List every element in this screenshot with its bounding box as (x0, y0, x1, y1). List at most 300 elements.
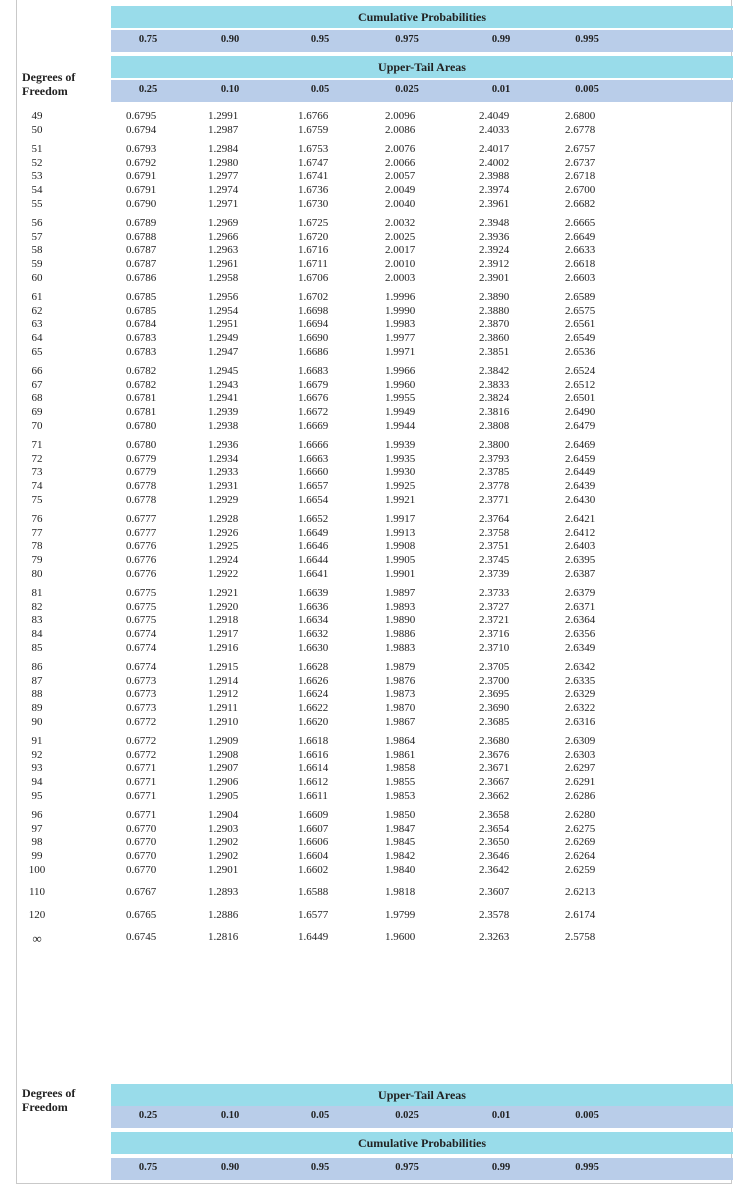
upper-tail-header-bottom-3: 0.025 (395, 1110, 419, 1121)
table-row (17, 601, 733, 615)
value-cell: 1.2902 (208, 850, 239, 862)
value-cell: 1.2931 (208, 480, 239, 492)
value-cell: 0.6772 (126, 748, 157, 761)
value-cell: 1.6449 (298, 931, 329, 944)
table-row (17, 568, 733, 582)
value-cell: 1.9908 (385, 540, 416, 553)
table-row (17, 554, 733, 568)
value-cell: 0.6790 (126, 197, 157, 210)
value-cell: 1.9971 (385, 345, 416, 358)
df-cell: 71 (31, 439, 43, 452)
value-cell: 2.6439 (565, 480, 596, 492)
value-cell: 0.6793 (126, 143, 157, 156)
value-cell: 1.9921 (385, 493, 416, 506)
value-cell: 1.6698 (298, 304, 329, 317)
value-cell: 1.2947 (208, 345, 239, 358)
value-cell: 1.6611 (298, 789, 328, 802)
value-cell: 1.2958 (208, 271, 239, 284)
value-cell: 1.2951 (208, 318, 239, 331)
value-cell: 1.6639 (298, 587, 329, 600)
table-row (17, 642, 733, 656)
value-cell: 0.6787 (126, 244, 157, 257)
value-cell: 2.3800 (479, 439, 510, 452)
upper-tail-header-0: 0.25 (138, 84, 158, 95)
df-cell: 53 (31, 170, 43, 183)
value-cell: 2.6264 (565, 850, 596, 862)
value-cell: 1.2909 (208, 735, 239, 748)
value-cell: 0.6745 (126, 931, 157, 944)
value-cell: 1.6641 (298, 567, 329, 580)
value-cell: 2.6575 (565, 304, 596, 317)
table-row (17, 836, 733, 850)
value-cell: 2.3880 (479, 304, 510, 317)
value-cell: 2.0086 (385, 123, 416, 136)
value-cell: 1.9901 (385, 567, 416, 580)
table-row (17, 318, 733, 332)
cumulative-header-bottom-0: 0.75 (138, 1162, 158, 1173)
df-cell: 64 (31, 332, 43, 344)
value-cell: 1.2907 (208, 762, 239, 775)
value-cell: 0.6792 (126, 156, 157, 169)
df-cell: 92 (31, 748, 43, 761)
value-cell: 2.0003 (385, 271, 416, 284)
value-cell: 1.2984 (208, 143, 239, 156)
table-row (17, 420, 733, 434)
df-cell: 61 (31, 291, 43, 304)
value-cell: 1.9939 (385, 439, 416, 452)
value-cell: 1.2903 (208, 822, 239, 835)
value-cell: 1.6588 (298, 886, 329, 899)
value-cell: 0.6794 (126, 123, 157, 136)
value-cell: 2.3607 (479, 886, 510, 899)
table-row (17, 406, 733, 420)
table-row (17, 110, 733, 124)
table-row (17, 453, 733, 467)
value-cell: 2.3824 (479, 392, 510, 405)
cumulative-probabilities-title-bottom: Cumulative Probabilities (357, 1135, 487, 1150)
value-cell: 1.2920 (208, 600, 239, 613)
upper-tail-header-bottom-4: 0.01 (491, 1110, 511, 1121)
value-cell: 1.2908 (208, 748, 239, 761)
value-cell: 2.6718 (565, 170, 596, 183)
value-cell: 2.0066 (385, 156, 416, 169)
value-cell: 1.6766 (298, 110, 329, 122)
value-cell: 2.6349 (565, 641, 596, 654)
value-cell: 1.6624 (298, 688, 329, 701)
value-cell: 0.6781 (126, 392, 157, 405)
value-cell: 2.6430 (565, 493, 596, 506)
value-cell: 1.6607 (298, 822, 329, 835)
df-cell: 50 (31, 123, 43, 136)
df-cell: 85 (31, 641, 43, 654)
value-cell: 1.9897 (385, 587, 416, 600)
value-cell: 1.2966 (208, 230, 239, 243)
table-row (17, 244, 733, 258)
upper-tail-header-bottom-0: 0.25 (138, 1110, 158, 1121)
table-row (17, 587, 733, 601)
table-row (17, 332, 733, 346)
value-cell: 1.6716 (298, 244, 329, 257)
value-cell: 1.6720 (298, 230, 329, 243)
table-row (17, 231, 733, 245)
value-cell: 1.6606 (298, 836, 329, 849)
value-cell: 1.9905 (385, 554, 416, 566)
value-cell: 2.3901 (479, 271, 510, 284)
value-cell: 0.6773 (126, 674, 157, 687)
value-cell: 2.3778 (479, 480, 510, 492)
value-cell: 1.2917 (208, 628, 239, 640)
value-cell: 1.6649 (298, 526, 329, 539)
value-cell: 1.9913 (385, 526, 416, 539)
value-cell: 0.6785 (126, 304, 157, 317)
upper-tail-banner (111, 56, 733, 78)
table-row (17, 540, 733, 554)
value-cell: 1.2893 (208, 886, 239, 899)
value-cell: 2.6536 (565, 345, 596, 358)
value-cell: 2.3851 (479, 345, 510, 358)
value-cell: 2.5758 (565, 931, 596, 944)
value-cell: 1.9842 (385, 850, 416, 862)
upper-tail-header-bottom-1: 0.10 (220, 1110, 240, 1121)
value-cell: 2.6286 (565, 789, 596, 802)
value-cell: 0.6775 (126, 587, 157, 600)
value-cell: 2.3680 (479, 735, 510, 748)
value-cell: 1.2916 (208, 641, 239, 654)
value-cell: 2.6371 (565, 600, 596, 613)
df-cell: 66 (31, 365, 43, 378)
table-row (17, 291, 733, 305)
cumulative-header-5: 0.995 (575, 34, 599, 45)
cumulative-values-row-top (111, 30, 733, 52)
df-label-line1-bottom: Degrees of (22, 1086, 76, 1100)
value-cell: 2.6291 (565, 776, 596, 788)
value-cell: 0.6785 (126, 291, 157, 304)
value-cell: 0.6770 (126, 850, 157, 862)
value-cell: 2.6297 (565, 762, 596, 775)
value-cell: 1.2934 (208, 452, 239, 465)
value-cell: 1.9966 (385, 365, 416, 378)
value-cell: 1.9867 (385, 715, 416, 728)
value-cell: 2.6174 (565, 908, 596, 921)
df-cell: 93 (31, 762, 43, 775)
value-cell: 2.3716 (479, 628, 510, 640)
value-cell: 2.3961 (479, 197, 510, 210)
value-cell: 1.6652 (298, 513, 329, 526)
value-cell: 1.2945 (208, 365, 239, 378)
value-cell: 1.2941 (208, 392, 239, 405)
value-cell: 1.6669 (298, 419, 329, 432)
value-cell: 2.3654 (479, 822, 510, 835)
table-row (17, 628, 733, 642)
upper-tail-header-bottom-2: 0.05 (310, 1110, 330, 1121)
value-cell: 0.6786 (126, 271, 157, 284)
df-cell: 77 (31, 526, 43, 539)
table-row (17, 909, 733, 923)
value-cell: 1.2816 (208, 931, 239, 944)
df-cell: 98 (31, 836, 43, 849)
value-cell: 1.9879 (385, 661, 416, 674)
table-row (17, 762, 733, 776)
value-cell: 2.6342 (565, 661, 596, 674)
cumulative-header-3: 0.975 (395, 34, 419, 45)
value-cell: 1.9983 (385, 318, 416, 331)
table-row (17, 365, 733, 379)
value-cell: 1.6730 (298, 197, 329, 210)
value-cell: 1.6622 (298, 702, 329, 714)
value-cell: 1.9949 (385, 406, 416, 418)
value-cell: 0.6784 (126, 318, 157, 331)
value-cell: 1.9944 (385, 419, 416, 432)
value-cell: 1.2971 (208, 197, 239, 210)
value-cell: 1.6602 (298, 863, 329, 876)
value-cell: 2.0057 (385, 170, 416, 183)
table-row (17, 931, 733, 945)
value-cell: 1.6747 (298, 156, 329, 169)
value-cell: 2.6213 (565, 886, 596, 899)
df-cell: ∞ (32, 931, 42, 947)
value-cell: 1.6632 (298, 628, 329, 640)
value-cell: 0.6773 (126, 702, 157, 714)
value-cell: 0.6783 (126, 345, 157, 358)
cumulative-header-bottom-2: 0.95 (310, 1162, 330, 1173)
value-cell: 1.2912 (208, 688, 239, 701)
upper-tail-values-row-top (111, 80, 733, 102)
value-cell: 2.3936 (479, 230, 510, 243)
df-cell: 69 (31, 406, 43, 418)
value-cell: 1.2963 (208, 244, 239, 257)
value-cell: 1.9799 (385, 908, 416, 921)
value-cell: 2.3685 (479, 715, 510, 728)
df-cell: 70 (31, 419, 43, 432)
value-cell: 1.2922 (208, 567, 239, 580)
table-row (17, 527, 733, 541)
table-row (17, 735, 733, 749)
value-cell: 2.6490 (565, 406, 596, 418)
value-cell: 2.6800 (565, 110, 596, 122)
df-cell: 79 (31, 554, 43, 566)
value-cell: 2.3793 (479, 452, 510, 465)
value-cell: 1.9855 (385, 776, 416, 788)
value-cell: 1.2906 (208, 776, 239, 788)
t-distribution-table (16, 0, 732, 1184)
value-cell: 2.6469 (565, 439, 596, 452)
value-cell: 2.3667 (479, 776, 510, 788)
value-cell: 0.6771 (126, 776, 157, 788)
value-cell: 1.6759 (298, 123, 329, 136)
df-cell: 83 (31, 614, 43, 627)
value-cell: 2.3764 (479, 513, 510, 526)
table-row (17, 124, 733, 138)
value-cell: 0.6776 (126, 554, 157, 566)
value-cell: 1.2915 (208, 661, 239, 674)
table-row (17, 864, 733, 878)
df-cell: 74 (31, 480, 43, 492)
value-cell: 1.2921 (208, 587, 239, 600)
value-cell: 1.6630 (298, 641, 329, 654)
value-cell: 0.6775 (126, 614, 157, 627)
value-cell: 2.6512 (565, 378, 596, 391)
df-cell: 97 (31, 822, 43, 835)
value-cell: 2.0010 (385, 258, 416, 270)
value-cell: 1.6660 (298, 466, 329, 479)
value-cell: 1.2956 (208, 291, 239, 304)
value-cell: 2.6449 (565, 466, 596, 479)
value-cell: 2.0076 (385, 143, 416, 156)
table-row (17, 790, 733, 804)
value-cell: 2.6665 (565, 217, 596, 230)
value-cell: 1.2949 (208, 332, 239, 344)
table-row (17, 886, 733, 900)
df-cell: 76 (31, 513, 43, 526)
value-cell: 2.6356 (565, 628, 596, 640)
value-cell: 0.6772 (126, 715, 157, 728)
value-cell: 2.4017 (479, 143, 510, 156)
value-cell: 2.3578 (479, 908, 510, 921)
df-cell: 49 (31, 110, 43, 122)
table-row (17, 823, 733, 837)
value-cell: 2.4002 (479, 156, 510, 169)
df-cell: 94 (31, 776, 43, 788)
value-cell: 2.4033 (479, 123, 510, 136)
table-row (17, 217, 733, 231)
value-cell: 2.6501 (565, 392, 596, 405)
value-cell: 2.3948 (479, 217, 510, 230)
value-cell: 0.6791 (126, 184, 157, 196)
value-cell: 2.4049 (479, 110, 510, 122)
value-cell: 1.9845 (385, 836, 416, 849)
value-cell: 1.9890 (385, 614, 416, 627)
value-cell: 2.3745 (479, 554, 510, 566)
value-cell: 1.2977 (208, 170, 239, 183)
value-cell: 2.3721 (479, 614, 510, 627)
value-cell: 1.6636 (298, 600, 329, 613)
value-cell: 1.6654 (298, 493, 329, 506)
df-cell: 87 (31, 674, 43, 687)
value-cell: 1.6753 (298, 143, 329, 156)
table-row (17, 466, 733, 480)
value-cell: 1.2974 (208, 184, 239, 196)
value-cell: 1.9858 (385, 762, 416, 775)
value-cell: 2.6778 (565, 123, 596, 136)
value-cell: 1.6646 (298, 540, 329, 553)
value-cell: 0.6795 (126, 110, 157, 122)
value-cell: 1.2980 (208, 156, 239, 169)
table-row (17, 688, 733, 702)
table-row (17, 198, 733, 212)
upper-tail-title: Upper-Tail Areas (378, 59, 466, 74)
value-cell: 0.6787 (126, 258, 157, 270)
value-cell: 2.0017 (385, 244, 416, 257)
upper-tail-values-row-bottom (111, 1106, 733, 1128)
upper-tail-header-2: 0.05 (310, 84, 330, 95)
upper-tail-title-bottom: Upper-Tail Areas (378, 1087, 466, 1102)
table-row (17, 379, 733, 393)
value-cell: 1.2929 (208, 493, 239, 506)
value-cell: 2.6329 (565, 688, 596, 701)
degrees-of-freedom-label-top (22, 70, 75, 98)
df-cell: 91 (31, 735, 43, 748)
table-row (17, 480, 733, 494)
value-cell: 1.6577 (298, 908, 329, 921)
value-cell: 2.0096 (385, 110, 416, 122)
df-cell: 54 (31, 184, 43, 196)
value-cell: 0.6776 (126, 567, 157, 580)
value-cell: 2.6316 (565, 715, 596, 728)
value-cell: 2.6549 (565, 332, 596, 344)
value-cell: 1.9960 (385, 378, 416, 391)
value-cell: 2.6280 (565, 809, 596, 822)
value-cell: 1.2902 (208, 836, 239, 849)
value-cell: 0.6791 (126, 170, 157, 183)
cumulative-header-2: 0.95 (310, 34, 330, 45)
upper-tail-banner-bottom (111, 1084, 733, 1106)
value-cell: 2.3842 (479, 365, 510, 378)
value-cell: 1.2926 (208, 526, 239, 539)
value-cell: 1.2928 (208, 513, 239, 526)
table-row (17, 439, 733, 453)
table-row (17, 661, 733, 675)
value-cell: 1.2938 (208, 419, 239, 432)
value-cell: 1.9886 (385, 628, 416, 640)
value-cell: 2.3700 (479, 674, 510, 687)
value-cell: 2.3662 (479, 789, 510, 802)
value-cell: 2.3646 (479, 850, 510, 862)
value-cell: 1.6702 (298, 291, 329, 304)
value-cell: 0.6777 (126, 526, 157, 539)
df-cell: 55 (31, 197, 43, 210)
cumulative-header-4: 0.99 (491, 34, 511, 45)
value-cell: 1.6618 (298, 735, 329, 748)
value-cell: 1.9917 (385, 513, 416, 526)
value-cell: 1.9996 (385, 291, 416, 304)
cumulative-values-row-bottom (111, 1158, 733, 1180)
value-cell: 0.6781 (126, 406, 157, 418)
value-cell: 2.3705 (479, 661, 510, 674)
value-cell: 0.6771 (126, 762, 157, 775)
value-cell: 2.3710 (479, 641, 510, 654)
table-row (17, 258, 733, 272)
df-cell: 110 (28, 886, 46, 899)
df-label-line2-bottom: Freedom (22, 1100, 68, 1114)
df-cell: 62 (31, 304, 43, 317)
value-cell: 1.6706 (298, 271, 329, 284)
df-cell: 72 (31, 452, 43, 465)
upper-tail-header-3: 0.025 (395, 84, 419, 95)
value-cell: 1.2961 (208, 258, 239, 270)
df-label-line2: Freedom (22, 84, 68, 98)
value-cell: 1.9977 (385, 332, 416, 344)
df-cell: 60 (31, 271, 43, 284)
value-cell: 0.6779 (126, 452, 157, 465)
value-cell: 1.6628 (298, 661, 329, 674)
value-cell: 0.6774 (126, 641, 157, 654)
value-cell: 2.3924 (479, 244, 510, 257)
value-cell: 2.3816 (479, 406, 510, 418)
df-cell: 56 (31, 217, 43, 230)
value-cell: 1.2933 (208, 466, 239, 479)
value-cell: 1.9818 (385, 886, 416, 899)
value-cell: 1.2886 (208, 908, 239, 921)
value-cell: 2.6633 (565, 244, 596, 257)
value-cell: 1.6741 (298, 170, 329, 183)
value-cell: 1.2914 (208, 674, 239, 687)
value-cell: 2.3833 (479, 378, 510, 391)
df-cell: 63 (31, 318, 43, 331)
upper-tail-header-bottom-5: 0.005 (575, 1110, 599, 1121)
value-cell: 1.9955 (385, 392, 416, 405)
value-cell: 1.6679 (298, 378, 329, 391)
value-cell: 2.3690 (479, 702, 510, 714)
